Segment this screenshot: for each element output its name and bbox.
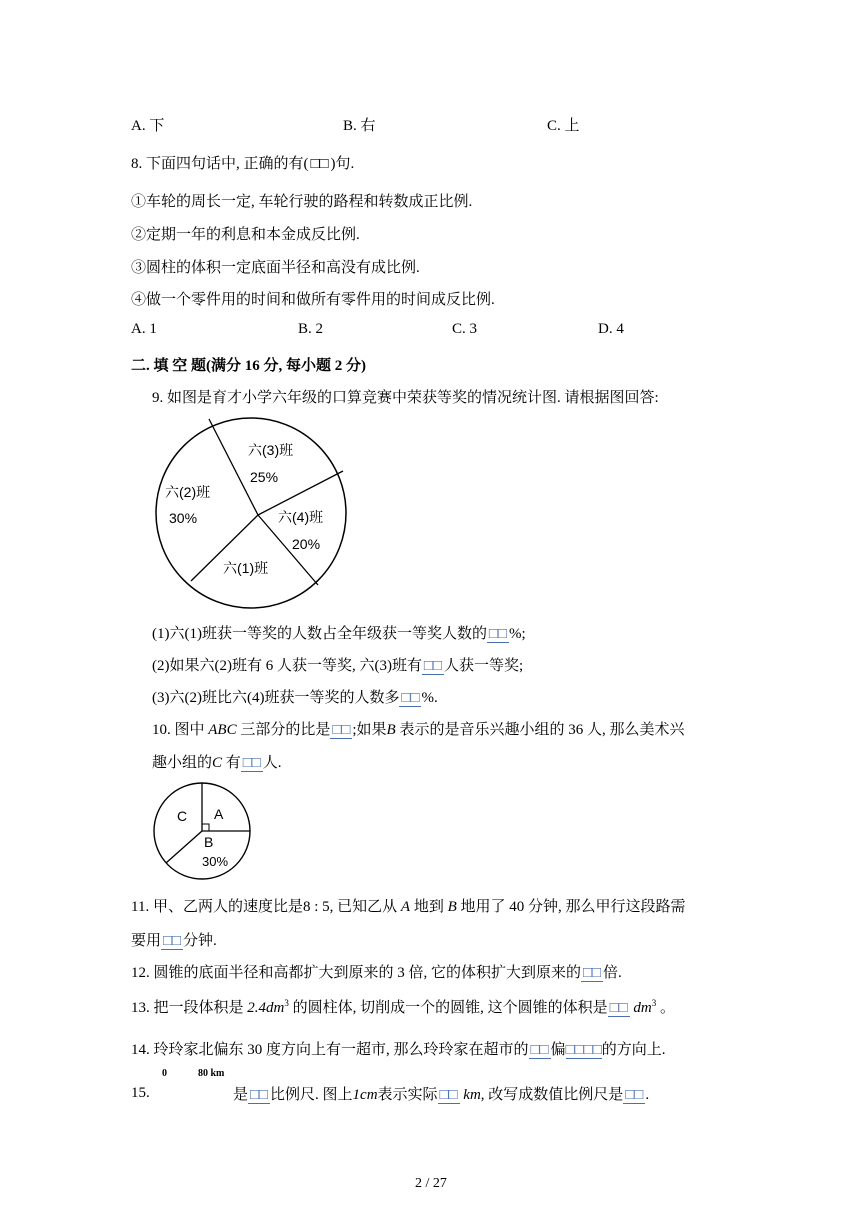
q14-blank-2: □□□□ xyxy=(565,1042,602,1058)
q10-pie-chart xyxy=(150,781,254,881)
q7-option-b: B. 右 xyxy=(343,118,376,134)
q12-blank: □□ xyxy=(582,965,602,981)
q11-stem-line1: 11. 甲、乙两人的速度比是8 : 5, 已知乙从 A 地到 B 地用了 40 分钟, 那么甲行这段路需 xyxy=(131,899,686,915)
q13-blank: □□ xyxy=(609,1000,628,1016)
q8-option-b: B. 2 xyxy=(298,321,324,337)
q15-stem: 是 □□ 比例尺. 图上1cm表示实际 □□ km, 改写成数值比例尺是 □□ . xyxy=(233,1087,650,1103)
q10-stem-line2: 趣小组的C 有 □□ 人. xyxy=(152,755,282,771)
q13-stem: 13. 把一段体积是 $2.4dm^3$ 的圆柱体, 切削成一个的圆锥, 这个圆锥的体积是 □□ $dm^3$ 。 xyxy=(131,998,675,1016)
q8-statement-2: ②定期一年的利息和本金成反比例. xyxy=(131,227,360,243)
q8-statement-1: ①车轮的周长一定, 车轮行驶的路程和转数成正比例. xyxy=(131,194,473,210)
q9-part2-blank: □□ xyxy=(423,658,443,674)
q9-part1: (1)六(1)班获一等奖的人数占全年级获一等奖人数的 □□ %; xyxy=(152,626,526,642)
q9-pie-chart xyxy=(145,413,360,613)
pie-label-class4: 六(4)班 xyxy=(278,509,324,525)
q8-statement-4: ④做一个零件用的时间和做所有零件用的时间成反比例. xyxy=(131,292,495,308)
q12-stem: 12. 圆锥的底面半径和高都扩大到原来的 3 倍, 它的体积扩大到原来的 □□ 倍. xyxy=(131,965,622,981)
q7-option-a: A. 下 xyxy=(131,118,165,134)
pie-pct-class3: 25% xyxy=(250,469,279,485)
q15-scale-zero: 0 xyxy=(162,1068,167,1079)
q8-statement-3: ③圆柱的体积一定底面半径和高没有成比例. xyxy=(131,260,420,276)
q10-blank-ratio: □□ xyxy=(332,722,351,738)
q10-pie-label-b: B xyxy=(204,834,214,850)
q15-scale-80km: 80 km xyxy=(198,1068,225,1079)
q10-blank-count: □□ xyxy=(242,755,261,771)
q9-stem: 9. 如图是育才小学六年级的口算竞赛中荣获等奖的情况统计图. 请根据图回答: xyxy=(152,390,659,406)
q8-option-c: C. 3 xyxy=(452,321,478,337)
q9-part3: (3)六(2)班比六(4)班获一等奖的人数多 □□ %. xyxy=(152,690,438,706)
q8-stem: 8. 下面四句话中, 正确的有( □□ )句. xyxy=(131,156,355,172)
q9-part2: (2)如果六(2)班有 6 人获一等奖, 六(3)班有 □□ 人获一等奖; xyxy=(152,658,524,674)
q14-stem: 14. 玲玲家北偏东 30 度方向上有一超市, 那么玲玲家在超市的 □□ 偏□□□□的方向上. xyxy=(131,1042,666,1058)
q8-option-d: D. 4 xyxy=(598,321,624,337)
pie-label-class2: 六(2)班 xyxy=(165,484,211,500)
q9-part3-blank: □□ xyxy=(401,690,420,706)
q10-pie-pct-b: 30% xyxy=(202,854,229,869)
q7-option-c: C. 上 xyxy=(547,118,580,134)
pie-pct-class2: 30% xyxy=(169,510,198,526)
q8-option-a: A. 1 xyxy=(131,321,157,337)
q10-pie-label-c: C xyxy=(177,808,188,824)
q15-blank-3: □□ xyxy=(625,1087,644,1103)
pie-label-class3: 六(3)班 xyxy=(248,442,294,458)
q15-blank-1: □□ xyxy=(249,1087,269,1103)
q15-blank-2: □□ xyxy=(439,1087,458,1103)
section-heading: 二. 填 空 题(满分 16 分, 每小题 2 分) xyxy=(131,358,366,374)
q10-stem-line1: 10. 图中 ABC 三部分的比是 □□ ;如果B 表示的是音乐兴趣小组的 36 人, 那么美术兴 xyxy=(152,722,685,738)
q10-pie-label-a: A xyxy=(214,806,224,822)
q8-blank: □□ xyxy=(310,156,329,172)
pie-label-class1: 六(1)班 xyxy=(223,560,269,576)
q9-part1-blank: □□ xyxy=(488,626,508,642)
q11-blank: □□ xyxy=(162,933,182,949)
q11-stem-line2: 要用 □□ 分钟. xyxy=(131,933,217,949)
q15-number: 15. xyxy=(131,1085,150,1101)
page-number: 2 / 27 xyxy=(415,1176,447,1191)
q14-blank-1: □□ xyxy=(530,1042,549,1058)
pie-pct-class4: 20% xyxy=(292,536,321,552)
